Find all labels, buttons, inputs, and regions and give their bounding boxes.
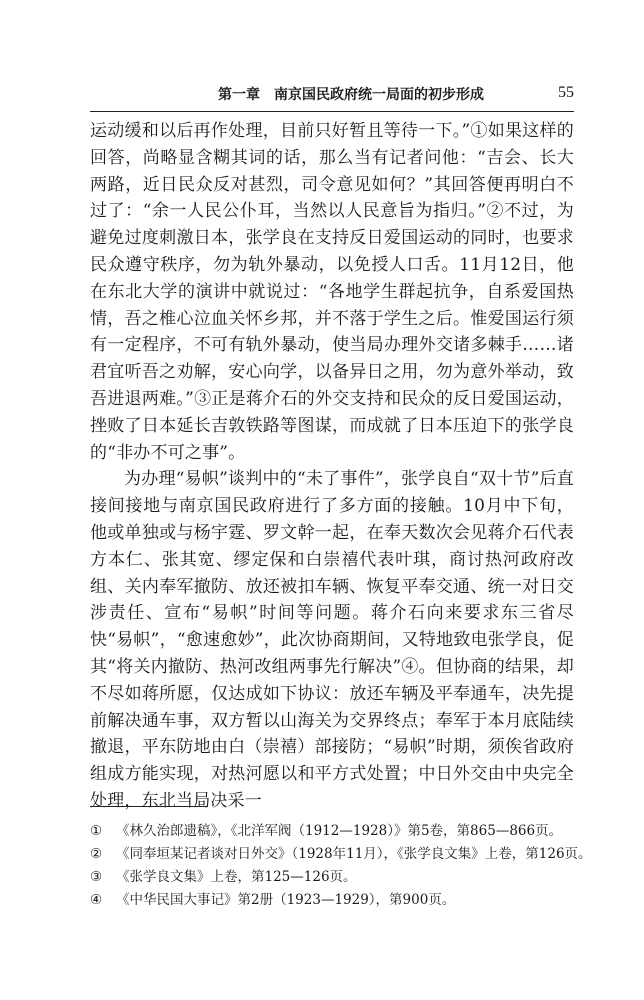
footnote-mark: ④ [90,892,103,908]
footnote-text: 《同奉垣某记者谈对日外交》（1928年11月），《张学良文集》上卷，第126页。 [116,846,592,862]
header-rule [90,111,574,112]
footnote-mark: ② [90,846,103,862]
footnote-rule [90,806,208,807]
chapter-title: 第一章 南京国民政府统一局面的初步形成 [218,87,484,103]
footnote [90,889,574,912]
footnotes [90,820,592,912]
footnote [90,843,592,866]
page-number: 55 [558,84,574,101]
paragraph: 为办理“易帜”谈判中的“未了事件”，张学良自“双十节”后直接间接地与南京国民政府进行了多方面的接触。10月中下旬，他或单独或与杨宇霆、罗文幹一起，在奉天数次会见蒋介石代表方本仁、张其宽、缪定保和白崇禧代表叶琪，商讨热河政府改组、关内奉军撤防、放还被扣车辆、恢复平奉交通、统一对日交涉责任、宣布“易帜”时间等问题。蒋介石向来要求东三省尽快“易帜”，“愈速愈妙”，此次协商期间，又特地致电张学良，促其“将关内撤防、热河改组两事先行解决”④。但协商的结果，却不尽如蒋所愿，仅达成如下协议：放还车辆及平奉通车，决先提前解决通车事，双方暂以山海关为交界终点；奉军于本月底陆续撤退，平东防地由白（崇禧）部接防；“易帜”时期，须俟省政府组成方能实现，对热河愿以和平方式处置；中日外交由中央完全处理，东北当局决采一 [90,469,574,811]
footnote [90,820,574,843]
footnote-mark: ① [90,823,103,839]
footnote-text: 《中华民国大事记》第2册（1923—1929），第900页。 [116,892,456,908]
main-text [90,118,574,815]
footnote [90,866,574,889]
footnote-text: 《张学良文集》上卷，第125—126页。 [116,869,357,885]
running-header [90,84,574,108]
paragraph: 运动缓和以后再作处理，目前只好暂且等待一下。”①如果这样的回答，尚略显含糊其词的话，那么当有记者问他：“吉会、长大两路，近日民众反对甚烈，司令意见如何？”其回答便再明白不过了：“余一人民公仆耳，当然以人民意旨为指归。”②不过，为避免过度刺激日本，张学良在支持反日爱国运动的同时，也要求民众遵守秩序，勿为轨外暴动，以免授人口舌。11月12日，他在东北大学的演讲中就说过：“各地学生群起抗争，自系爱国热情，吾之椎心泣血关怀乡邦，并不落于学生之后。惟爱国运行须有一定程序，不可有轨外暴动，使当局办理外交诸多棘手……诸君宜听吾之劝解，安心向学，以备异日之用，勿为意外举动，致吾进退两难。”③正是蒋介石的外交支持和民众的反日爱国运动，挫败了日本延长吉敦铁路等图谋，而成就了日本压迫下的张学良的“非办不可之事”。 [90,121,574,463]
footnote-mark: ③ [90,869,103,885]
footnote-text: 《林久治郎遗稿》，《北洋军阀（1912—1928）》第5卷，第865—866页。 [116,823,563,839]
